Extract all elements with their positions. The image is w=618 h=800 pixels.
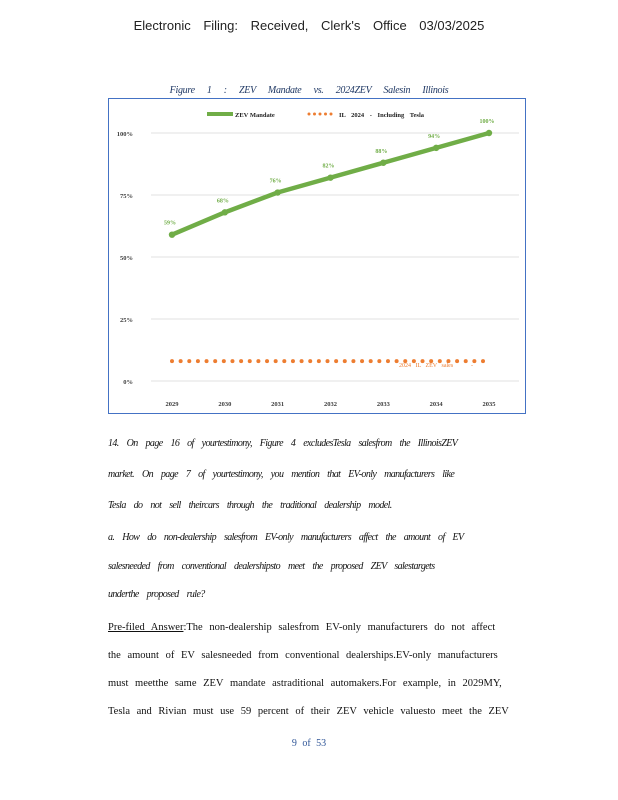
il-2024-series-dot <box>265 359 269 363</box>
il-2024-series-dot <box>455 359 459 363</box>
il-2024-series-dot <box>360 359 364 363</box>
zev-mandate-point <box>169 231 175 237</box>
il-2024-series-dot <box>386 359 390 363</box>
il-2024-series-dot <box>308 359 312 363</box>
il-2024-series-dot <box>187 359 191 363</box>
y-tick-label: 100% <box>116 131 133 138</box>
il-2024-series-dot <box>326 359 330 363</box>
answer-line-2: the amount of EV salesneeded from conventional dealerships.EV-only manufacturers <box>108 650 498 661</box>
il-2024-series-dot <box>343 359 347 363</box>
y-tick-label: 75% <box>120 193 133 200</box>
il-2024-series-dot <box>334 359 338 363</box>
zev-chart <box>109 99 527 415</box>
zev-mandate-data-label: 88% <box>375 148 388 155</box>
question-line-4: a. How do non-dealership salesfrom EV-only manufacturers affect the amount of EV <box>108 532 464 543</box>
il-2024-series-dot <box>274 359 278 363</box>
x-tick-label: 2030 <box>218 401 232 408</box>
answer-line-1 <box>108 622 495 633</box>
legend-il-2024-swatch-dot <box>313 113 316 116</box>
il-2024-series-dot <box>213 359 217 363</box>
y-tick-label: 50% <box>120 255 133 262</box>
il-2024-series-dot <box>395 359 399 363</box>
il-2024-series-dot <box>377 359 381 363</box>
figure-caption: Figure 1 : ZEV Mandate vs. 2024ZEV Salesin Illinois <box>169 85 449 96</box>
x-tick-label: 2034 <box>429 401 443 408</box>
il-2024-series-dot <box>179 359 183 363</box>
il-2024-series-dot <box>369 359 373 363</box>
zev-mandate-data-label: 94% <box>428 133 441 140</box>
y-tick-label: 25% <box>120 317 133 324</box>
question-line-2: market. On page 7 of yourtestimony, you mention that EV-only manufacturers like <box>108 469 455 480</box>
il-2024-series-dot <box>256 359 260 363</box>
answer-line-1-text: :The non-dealership salesfrom EV-only manufacturers do not affect <box>183 622 496 633</box>
il-2024-series-dot <box>464 359 468 363</box>
legend-il-2024-swatch-dot <box>319 113 322 116</box>
page-number: 9 of 53 <box>291 738 327 749</box>
il-2024-series-dot <box>239 359 243 363</box>
il-2024-series-dot <box>248 359 252 363</box>
prefiled-answer-label: Pre-filed Answer <box>108 622 184 633</box>
il-2024-series-dot <box>230 359 234 363</box>
zev-mandate-data-label: 82% <box>322 163 335 170</box>
il-2024-series-dot <box>222 359 226 363</box>
chart-container <box>108 98 526 414</box>
il-2024-series-dot <box>196 359 200 363</box>
legend-il-2024-swatch-dot <box>330 113 333 116</box>
il-2024-annotation: 2024 IL ZEV sales <box>399 363 454 369</box>
question-line-6: underthe proposed rule? <box>108 589 205 600</box>
x-tick-label: 2035 <box>482 401 496 408</box>
zev-mandate-point <box>433 145 439 151</box>
legend-zev-mandate-label: ZEV Mandate <box>235 112 275 119</box>
answer-line-4: Tesla and Rivian must use 59 percent of their ZEV vehicle valuesto meet the ZEV <box>108 706 509 717</box>
legend-il-2024-swatch-dot <box>308 113 311 116</box>
question-line-5: salesneeded from conventional dealershipsto meet the proposed ZEV salestargets <box>108 561 435 572</box>
question-line-1: 14. On page 16 of yourtestimony, Figure 4 excludesTesla salesfrom the IllinoisZEV <box>108 438 458 449</box>
legend-il-2024-swatch-dot <box>324 113 327 116</box>
il-2024-series-dot <box>317 359 321 363</box>
il-2024-series-dot <box>481 359 485 363</box>
il-2024-series-dot <box>291 359 295 363</box>
zev-mandate-point <box>274 189 280 195</box>
zev-mandate-series-line <box>172 133 489 235</box>
zev-mandate-data-label: 100% <box>479 119 495 125</box>
il-2024-series-dot <box>205 359 209 363</box>
legend-il-2024-label: IL 2024 - Including Tesla <box>339 112 424 119</box>
zev-mandate-data-label: 76% <box>269 178 282 185</box>
answer-line-3: must meetthe same ZEV mandate astraditional automakers.For example, in 2029MY, <box>108 678 502 689</box>
il-2024-series-dot <box>282 359 286 363</box>
zev-mandate-point <box>380 160 386 166</box>
zev-mandate-data-label: 59% <box>164 220 176 227</box>
filing-header: Electronic Filing: Received, Clerk's Office 03/03/2025 <box>133 18 485 33</box>
zev-mandate-point <box>486 130 492 136</box>
il-2024-series-dot <box>170 359 174 363</box>
il-2024-series-dot <box>351 359 355 363</box>
y-tick-label: 0% <box>123 379 133 386</box>
question-line-3: Tesla do not sell theircars through the traditional dealership model. <box>108 500 392 511</box>
zev-mandate-data-label: 68% <box>216 198 229 205</box>
x-tick-label: 2032 <box>324 401 337 408</box>
zev-mandate-point <box>327 174 333 180</box>
annotation-marker: - <box>471 363 473 369</box>
zev-mandate-point <box>222 209 228 215</box>
x-tick-label: 2031 <box>271 401 285 408</box>
x-tick-label: 2029 <box>165 401 179 408</box>
x-tick-label: 2033 <box>376 401 390 408</box>
il-2024-series-dot <box>300 359 304 363</box>
